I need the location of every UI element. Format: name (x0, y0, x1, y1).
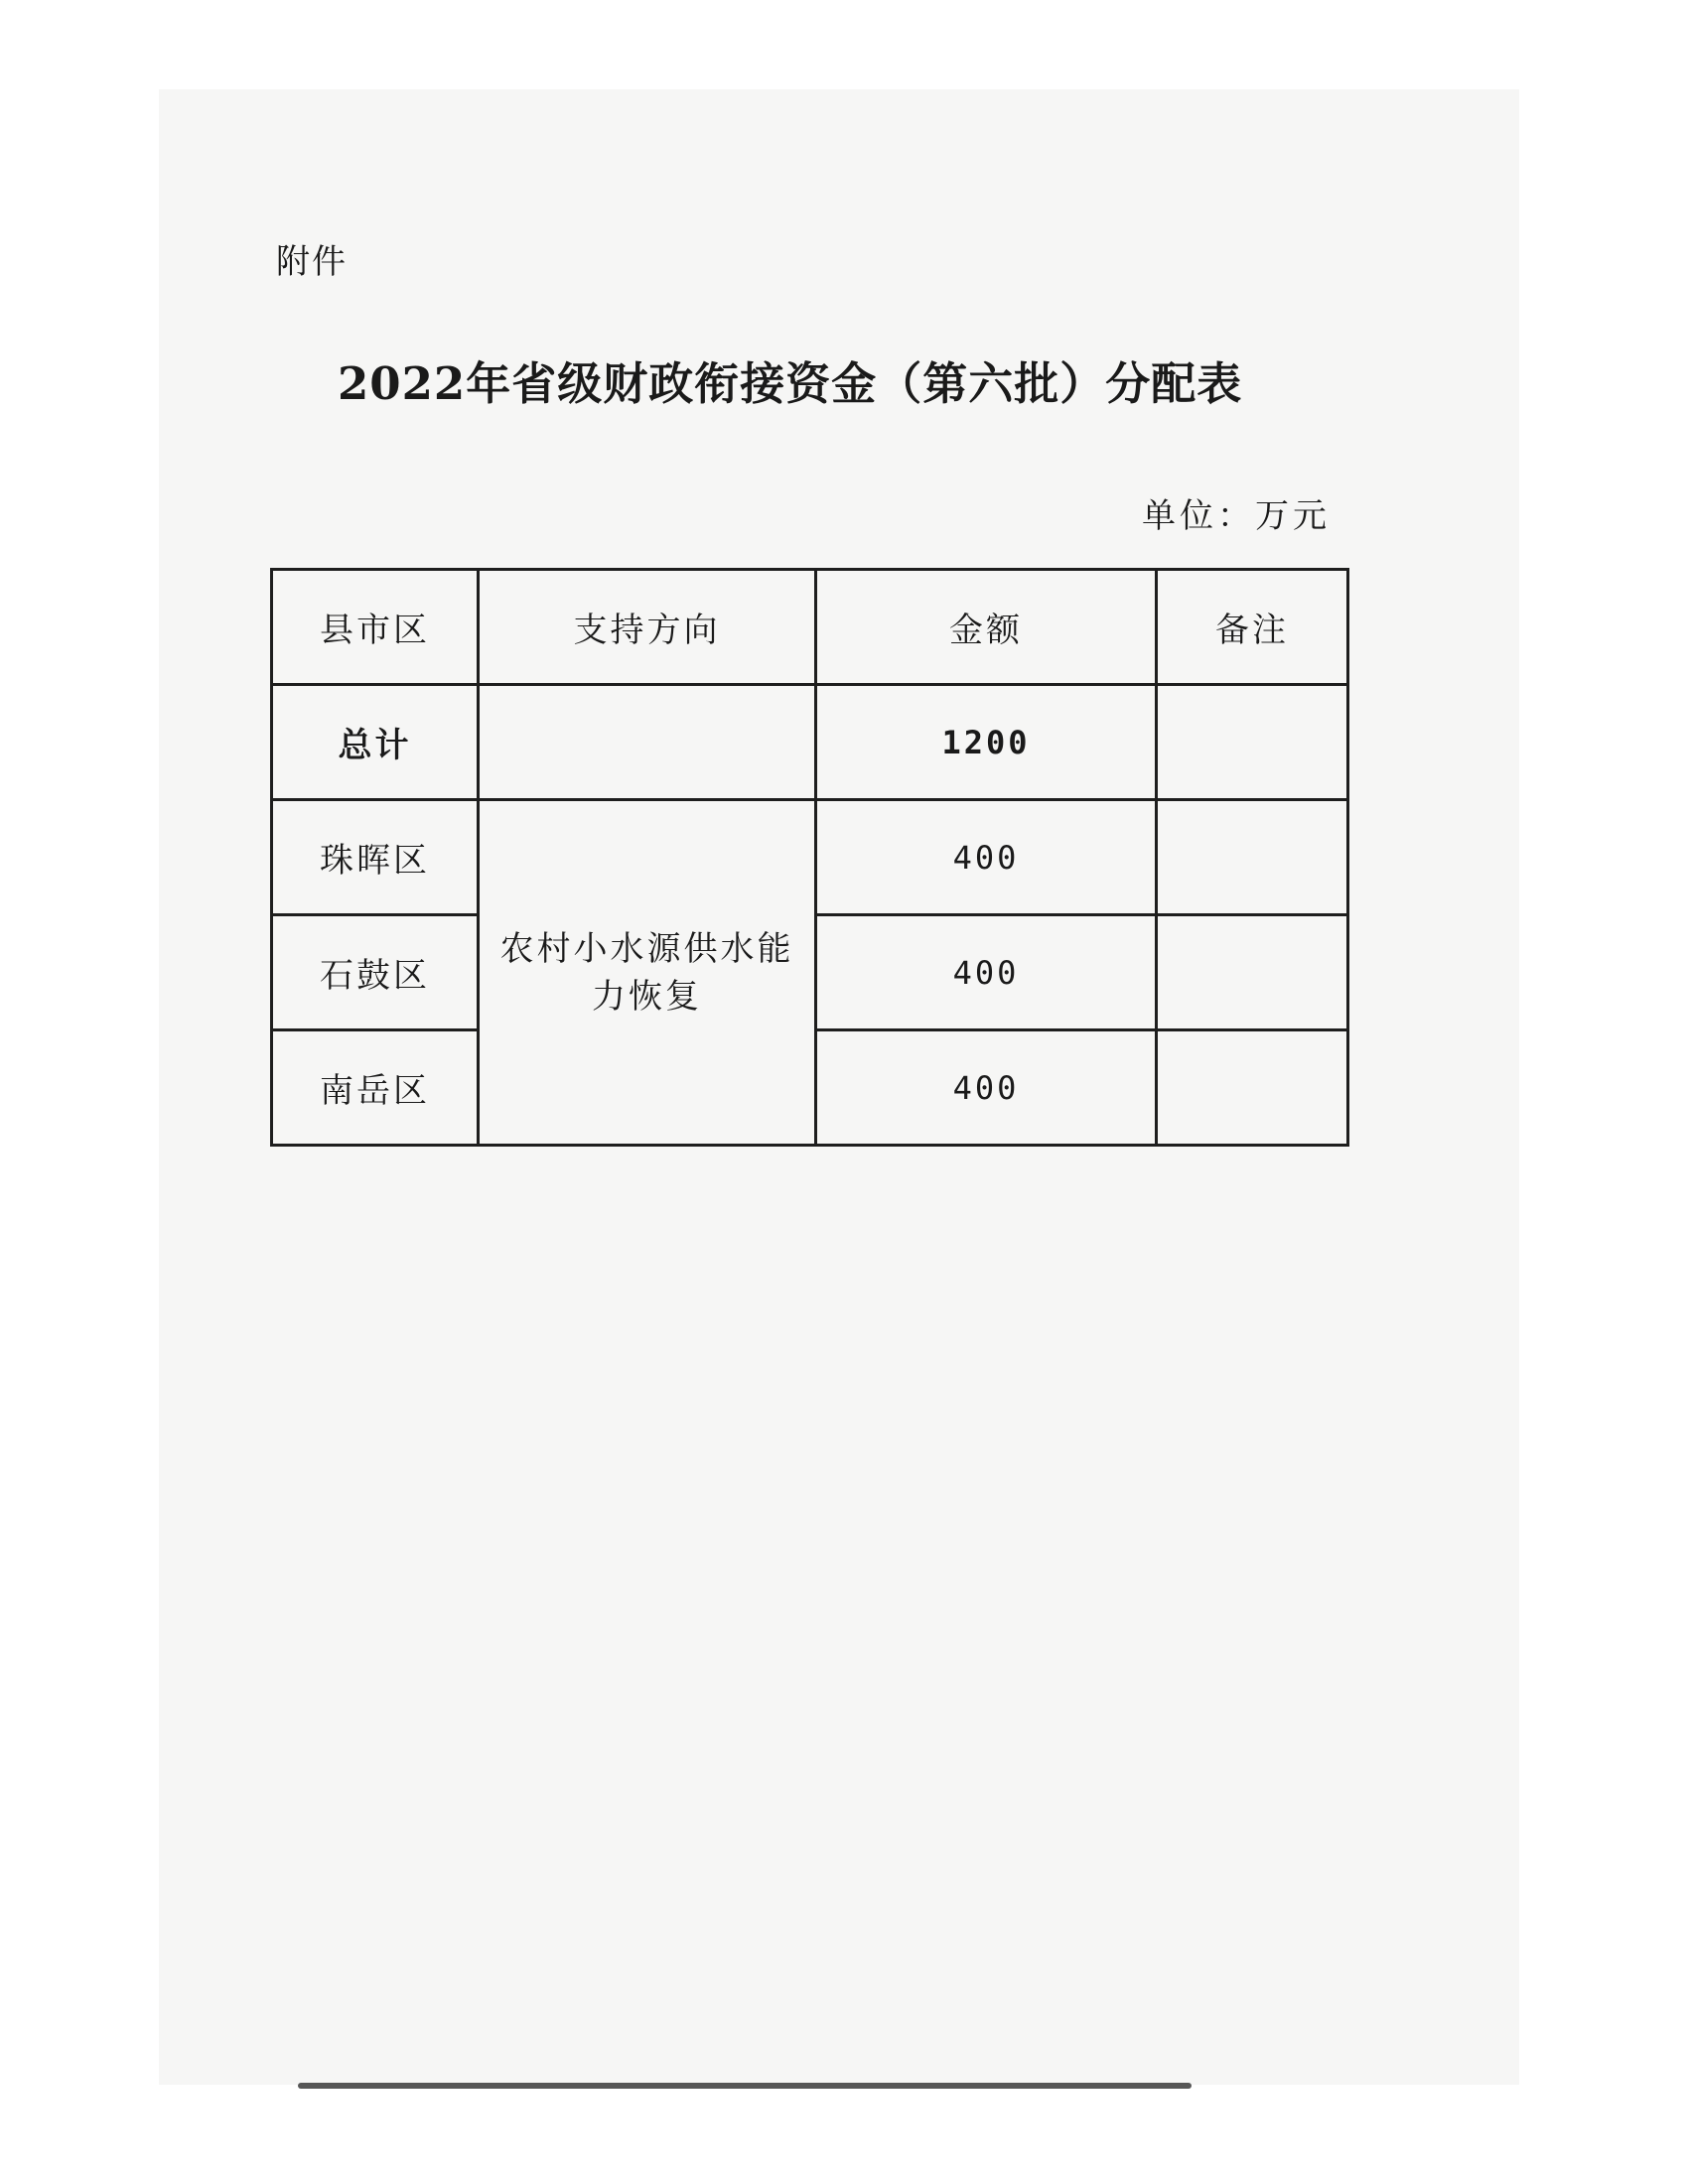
district-cell: 珠晖区 (272, 800, 479, 915)
attachment-label: 附件 (276, 242, 348, 282)
table-row (272, 800, 1348, 915)
table-row-total (272, 685, 1348, 800)
header-district: 县市区 (272, 570, 479, 685)
note-cell (1157, 915, 1348, 1030)
support-direction-cell: 农村小水源供水能力恢复 (479, 800, 816, 1146)
amount-cell: 400 (816, 1030, 1157, 1146)
total-direction (479, 685, 816, 800)
total-note (1157, 685, 1348, 800)
amount-cell: 400 (816, 800, 1157, 915)
district-cell: 南岳区 (272, 1030, 479, 1146)
header-note: 备注 (1157, 570, 1348, 685)
unit-label: 单位：万元 (1142, 496, 1331, 536)
header-amount: 金额 (816, 570, 1157, 685)
total-label: 总计 (272, 685, 479, 800)
paper-bottom-edge (298, 2083, 1192, 2089)
note-cell (1157, 800, 1348, 915)
allocation-table (270, 568, 1349, 1147)
header-direction: 支持方向 (479, 570, 816, 685)
document-title: 2022年省级财政衔接资金（第六批）分配表 (338, 357, 1243, 410)
table-header-row (272, 570, 1348, 685)
note-cell (1157, 1030, 1348, 1146)
district-cell: 石鼓区 (272, 915, 479, 1030)
total-amount: 1200 (816, 685, 1157, 800)
amount-cell: 400 (816, 915, 1157, 1030)
